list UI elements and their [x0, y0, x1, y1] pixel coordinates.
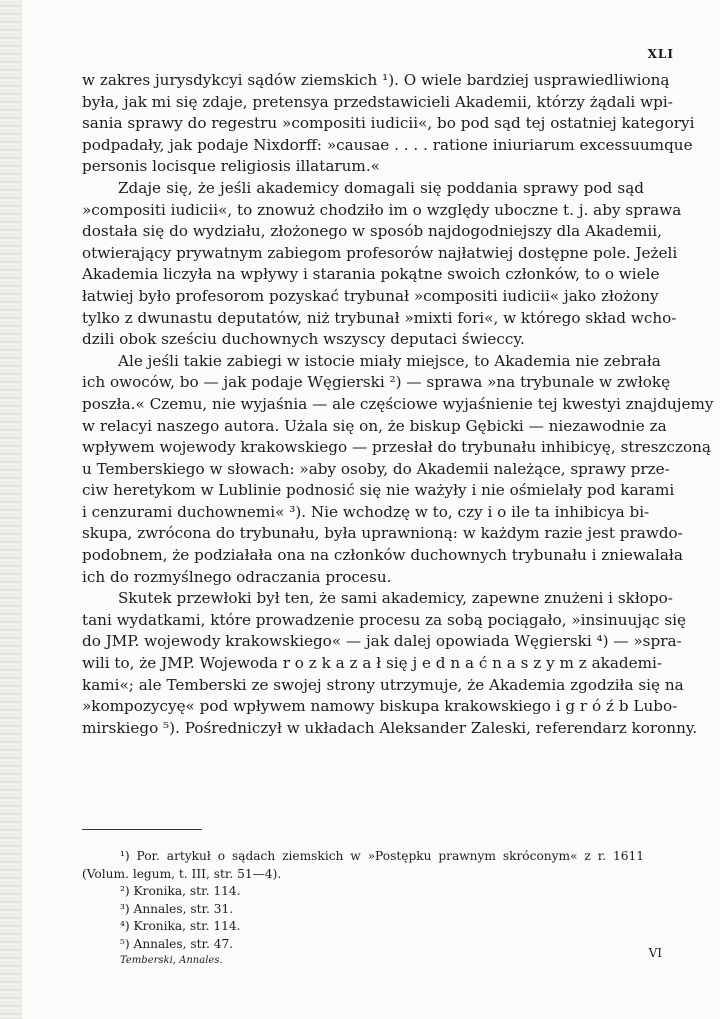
text-line: Skutek przewłoki był ten, że sami akademicy, zapewne znużeni i skłopo-	[118, 589, 673, 608]
footnote-line: (Volum. legum, t. III, str. 51—4).	[82, 866, 282, 881]
page-number: XLI	[647, 47, 674, 61]
text-line: ich owoców, bo — jak podaje Węgierski ²) — sprawa »na trybunale w zwłokę	[82, 373, 671, 392]
text-line: podpadały, jak podaje Nixdorff: »causae . . . . ratione iniuriarum excessuumque	[82, 135, 693, 154]
text-line: Akademia liczyła na wpływy i starania pokątne swoich członków, to o wiele	[82, 265, 660, 284]
text-line: otwierający prywatnym zabiegom profesorów najłatwiej dostępne pole. Jeżeli	[82, 243, 678, 262]
text-line: w relacyi naszego autora. Użala się on, że biskup Gębicki — niezawodnie za	[82, 416, 667, 435]
text-line: ciw heretykom w Lublinie podnosić się nie ważyły i nie ośmielały pod karami	[82, 481, 675, 500]
footnote-line: ¹) Por. artykuł o sądach ziemskich w »Postępku prawnym skróconym« z r. 1611	[120, 849, 644, 863]
text-line: poszła.« Czemu, nie wyjaśnia — ale częściowe wyjaśnienie tej kwestyi znajdujemy	[82, 394, 714, 413]
footnote-line: ⁴) Kronika, str. 114.	[120, 919, 241, 933]
footnotes	[82, 848, 644, 953]
text-line: tylko z dwunastu deputatów, niż trybunał »mixti fori«, w którego skład wcho-	[82, 308, 677, 327]
text-line: personis locisque religiosis illatarum.«	[82, 157, 380, 176]
text-line: »compositi iudicii«, to znowuż chodziło im o względy uboczne t. j. aby sprawa	[82, 200, 682, 219]
signature-mark: Temberski, Annales.	[120, 955, 223, 966]
footnote-separator	[82, 829, 202, 830]
text-line: i cenzurami duchownemi« ³). Nie wchodzę w to, czy i o ile ta inhibicya bi-	[82, 502, 650, 521]
text-line: tani wydatkami, które prowadzenie procesu za sobą pociągało, »insinuując się	[82, 610, 687, 629]
text-line: Ale jeśli takie zabiegi w istocie miały miejsce, to Akademia nie zebrała	[118, 351, 661, 370]
text-line: dostała się do wydziału, złożonego w sposób najdogodniejszy dla Akademii,	[82, 222, 662, 241]
text-line: mirskiego ⁵). Pośredniczył w układach Aleksander Zaleski, referendarz koronny.	[82, 718, 698, 737]
text-line: do JMP. wojewody krakowskiego« — jak dalej opowiada Węgierski ⁴) — »spra-	[82, 632, 682, 651]
text-line: sania sprawy do regestru »compositi iudicii«, bo pod sąd tej ostatniej kategoryi	[82, 114, 695, 133]
footnote-line: ⁵) Annales, str. 47.	[120, 936, 234, 951]
footnote-line: ²) Kronika, str. 114.	[120, 884, 241, 898]
text-line: w zakres jurysdykcyi sądów ziemskich ¹). O wiele bardziej usprawiedliwioną	[82, 71, 670, 89]
text-line: ich do rozmyślnego odraczania procesu.	[82, 567, 392, 586]
text-line: wili to, że JMP. Wojewoda r o z k a z a ł się j e d n a ć n a s z y m z akademi-	[82, 654, 662, 673]
text-line: dzili obok sześciu duchownych wszyscy deputaci świeccy.	[82, 330, 525, 349]
body-text	[82, 70, 714, 739]
text-line: skupa, zwrócona do trybunału, była uprawnioną: w każdym razie jest prawdo-	[82, 524, 683, 543]
text-line: podobnem, że podziałała ona na członków duchownych trybunału i zniewalała	[82, 546, 683, 565]
text-line: była, jak mi się zdaje, pretensya przedstawicieli Akademii, którzy żądali wpi-	[82, 92, 673, 111]
text-line: »kompozycyę« pod wpływem namowy biskupa krakowskiego i g r ó ź b Lubo-	[82, 697, 678, 716]
text-line: u Temberskiego w słowach: »aby osoby, do Akademii należące, sprawy prze-	[82, 459, 670, 478]
footnote-line: ³) Annales, str. 31.	[120, 901, 234, 916]
text-line: Zdaje się, że jeśli akademicy domagali się poddania sprawy pod sąd	[118, 178, 644, 197]
text-line: kami«; ale Temberski ze swojej strony utrzymuje, że Akademia zgodziła się na	[82, 675, 684, 694]
scanned-page-edge	[0, 0, 22, 1019]
sheet-mark: VI	[648, 946, 662, 960]
text-line: wpływem wojewody krakowskiego — przesłał do trybunału inhibicyę, streszczoną	[82, 438, 711, 457]
text-line: łatwiej było profesorom pozyskać trybunał »compositi iudicii« jako złożony	[82, 286, 659, 305]
